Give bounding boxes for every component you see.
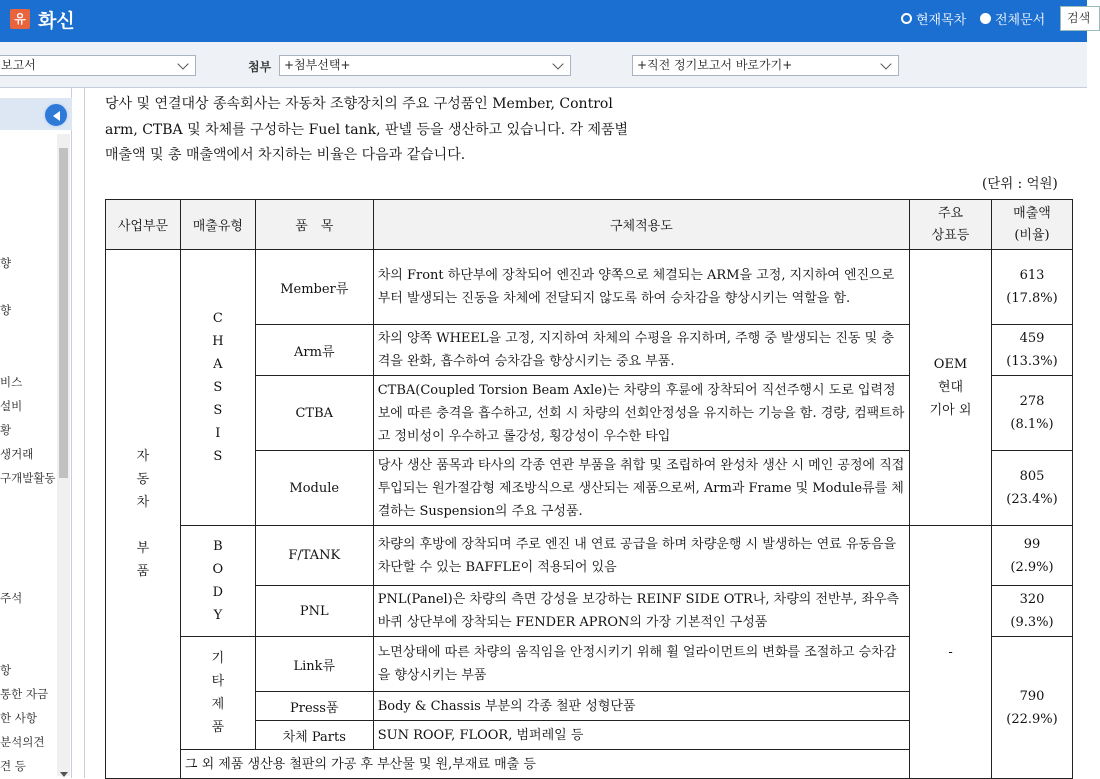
periodic-select-value: +직전 정기보고서 바로가기+ [637,58,793,72]
sales-cell [991,637,1072,779]
usage-cell: SUN ROOF, FLOOR, 범퍼레일 등 [373,721,909,750]
sales-amount: 805 [1019,469,1045,484]
division-char: 품 [136,564,150,579]
chevron-down-icon [880,58,891,69]
chassis-group-cell [180,250,255,526]
report-select[interactable] [0,55,196,76]
sidebar-item[interactable]: 향 [0,256,12,270]
sidebar-toc [0,88,72,778]
scroll-down-icon[interactable] [60,772,68,777]
paragraph-line: 당사 및 연결대상 종속회사는 자동차 조향장치의 주요 구성품인 Member, Control [105,96,613,112]
sales-amount: 613 [1019,268,1045,283]
sidebar-item[interactable]: 주석 [0,591,23,605]
sales-header-line: (비율) [1014,227,1050,243]
attach-select[interactable] [279,55,571,76]
sidebar-item[interactable]: 황 [0,423,12,437]
sidebar-item[interactable]: 분석의견 [0,735,45,749]
col-header: 구체적용도 [373,200,909,250]
paragraph-line: 매출액 및 총 매출액에서 차지하는 비율은 다음과 같습니다. [105,147,466,163]
app-logo-icon: 유 [10,9,30,29]
col-header: 품 목 [255,200,373,250]
usage-cell: 차량의 후방에 장착되며 주로 엔진 내 연료 공급을 하며 차량운행 시 발생하는 연료 유동음을 차단할 수 있는 BAFFLE이 적용되어 있음 [373,526,909,586]
division-char: 자 [136,449,150,464]
col-header: 사업부문 [106,200,181,250]
table-header-row [106,200,1073,250]
sales-cell [991,325,1072,376]
col-header [991,200,1072,250]
brand-line: OEM [933,357,968,372]
other-sales-cell: 그 외 제품 생산용 철판의 가공 후 부산물 및 원,부재료 매출 등 [180,750,909,779]
usage-cell: 당사 생산 품목과 타사의 각종 연관 부품을 취합 및 조립하여 완성차 생산 시 메인 공정에 직접 투입되는 원가절감형 제조방식으로 생산되는 제품으로써, Arm과 Frame 및 Module류를 체결하는 Suspension의 주요 구성품. [373,451,909,526]
item-cell: F/TANK [255,526,373,586]
division-char: 부 [136,541,150,556]
sales-ratio: (23.4%) [1006,492,1058,507]
group-char: O [212,562,224,577]
table-row [106,526,1073,586]
toolbar [0,42,1087,88]
collapse-sidebar-button[interactable] [43,102,69,128]
sales-ratio: (17.8%) [1006,291,1058,306]
sidebar-item[interactable]: 생거래 [0,447,34,461]
item-cell: CTBA [255,376,373,451]
sales-ratio: (8.1%) [1010,417,1054,432]
usage-cell: 노면상태에 따른 차량의 움직임을 안정시키기 위해 휠 얼라이먼트의 변화를 조절하고 승차감을 향상시키는 부품 [373,637,909,692]
group-char: 타 [211,674,225,689]
group-char: I [215,426,221,441]
item-cell: Module [255,451,373,526]
sales-amount: 459 [1019,331,1045,346]
group-char: A [213,357,223,372]
sidebar-item[interactable]: 설비 [0,399,23,413]
item-cell: PNL [255,586,373,637]
attach-select-value: +첨부선택+ [284,58,351,72]
group-char: D [212,585,224,600]
sidebar-item[interactable]: 견 등 [0,759,26,773]
brand-cell-oem [910,250,992,526]
col-header: 매출유형 [180,200,255,250]
unit-label: (단위 : 억원) [982,176,1058,192]
sales-cell [991,250,1072,325]
app-header [0,0,1091,42]
usage-cell: 차의 양쪽 WHEEL을 고정, 지지하여 차체의 수평을 유지하며, 주행 중 발생되는 진동 및 충격을 완화, 흡수하여 승차감을 향상시키는 중요 부품. [373,325,909,376]
brand-line: 현대 [937,380,964,395]
radio-current-section[interactable] [901,9,966,28]
attach-label: 첨부 [248,60,272,74]
item-cell: Link류 [255,637,373,692]
sales-ratio: (13.3%) [1006,354,1058,369]
group-char: 제 [211,697,225,712]
table-row [106,250,1073,325]
search-button[interactable]: 검색 [1060,6,1100,31]
radio-whole-document[interactable] [980,9,1045,28]
sales-header-line: 매출액 [1013,205,1051,221]
sidebar-item[interactable]: 항 [0,663,12,677]
chevron-down-icon [177,58,188,69]
brand-header-line: 주요 [937,205,964,221]
division-cell [106,250,181,779]
sales-amount: 320 [1019,592,1045,607]
item-cell: Press품 [255,692,373,721]
brand-line: 기아 외 [929,403,972,418]
periodic-report-select[interactable] [632,55,899,76]
radio-all-label: 전체문서 [995,13,1046,28]
sales-amount: 99 [1023,536,1041,552]
item-cell: Member류 [255,250,373,325]
sales-ratio: (22.9%) [1006,711,1058,727]
radio-empty-icon [901,13,912,24]
document-viewer [84,88,1087,778]
sales-amount: 278 [1019,394,1045,409]
other-group-cell [180,637,255,750]
sales-ratio: (2.9%) [1010,559,1054,575]
usage-cell: CTBA(Coupled Torsion Beam Axle)는 차량의 후륜에 장착되어 직선주행시 도로 입력정보에 따른 충격을 흡수하고, 선회 시 차량의 선회안정성을 유지하는 기능을 함. 경량, 컴팩트하고 정비성이 우수하고 롤강성, 횡강성이 우수한 타입 [373,376,909,451]
group-char: S [213,449,223,464]
brand-header-line: 상표등 [931,227,970,243]
group-char: S [213,380,223,395]
usage-cell: Body & Chassis 부분의 각종 철판 성형단품 [373,692,909,721]
sidebar-scrollbar-thumb[interactable] [59,148,68,478]
group-char: B [213,539,223,554]
sales-amount: 790 [1019,688,1045,704]
sidebar-item[interactable]: 향 [0,303,12,317]
group-char: S [213,403,223,418]
division-char: 동 [136,472,150,487]
radio-current-label: 현재목차 [916,13,967,28]
sales-cell [991,376,1072,451]
usage-cell: 차의 Front 하단부에 장착되어 엔진과 양쪽으로 체결되는 ARM을 고정, 지지하여 엔진으로부터 발생되는 진동을 차체에 전달되지 않도록 하여 승차감을 향상시키는 역할을 함. [373,250,909,325]
sales-cell [991,526,1072,586]
usage-cell: PNL(Panel)은 차량의 측면 강성을 보강하는 REINF SIDE OTR나, 차량의 전반부, 좌우측 바퀴 상단부에 장착되는 FENDER APRON의 가장 기본적인 구성품 [373,586,909,637]
chevron-down-icon [552,58,563,69]
brand-cell-other: - [910,526,992,779]
product-sales-table [105,199,1073,779]
sidebar-item[interactable]: 비스 [0,375,23,389]
sales-cell [991,586,1072,637]
sidebar-item[interactable]: 통한 자금 [0,687,49,701]
paragraph-line: arm, CTBA 및 차체를 구성하는 Fuel tank, 판넬 등을 생산하고 있습니다. 각 제품별 [105,122,629,138]
app-title: 화신 [38,10,75,32]
group-char: Y [213,608,223,623]
sales-ratio: (9.3%) [1010,615,1054,630]
group-char: 기 [211,651,225,666]
radio-selected-icon [980,13,991,24]
report-select-value: 보고서 [1,58,36,72]
sales-cell [991,451,1072,526]
sidebar-item[interactable]: 한 사항 [0,711,37,725]
body-group-cell [180,526,255,637]
division-char: 차 [136,495,150,510]
group-char: H [212,334,224,349]
item-cell: 차체 Parts [255,721,373,750]
group-char: C [212,311,223,326]
col-header [910,200,992,250]
item-cell: Arm류 [255,325,373,376]
group-char: 품 [211,720,225,735]
sidebar-item[interactable]: 구개발활동 [0,471,56,485]
